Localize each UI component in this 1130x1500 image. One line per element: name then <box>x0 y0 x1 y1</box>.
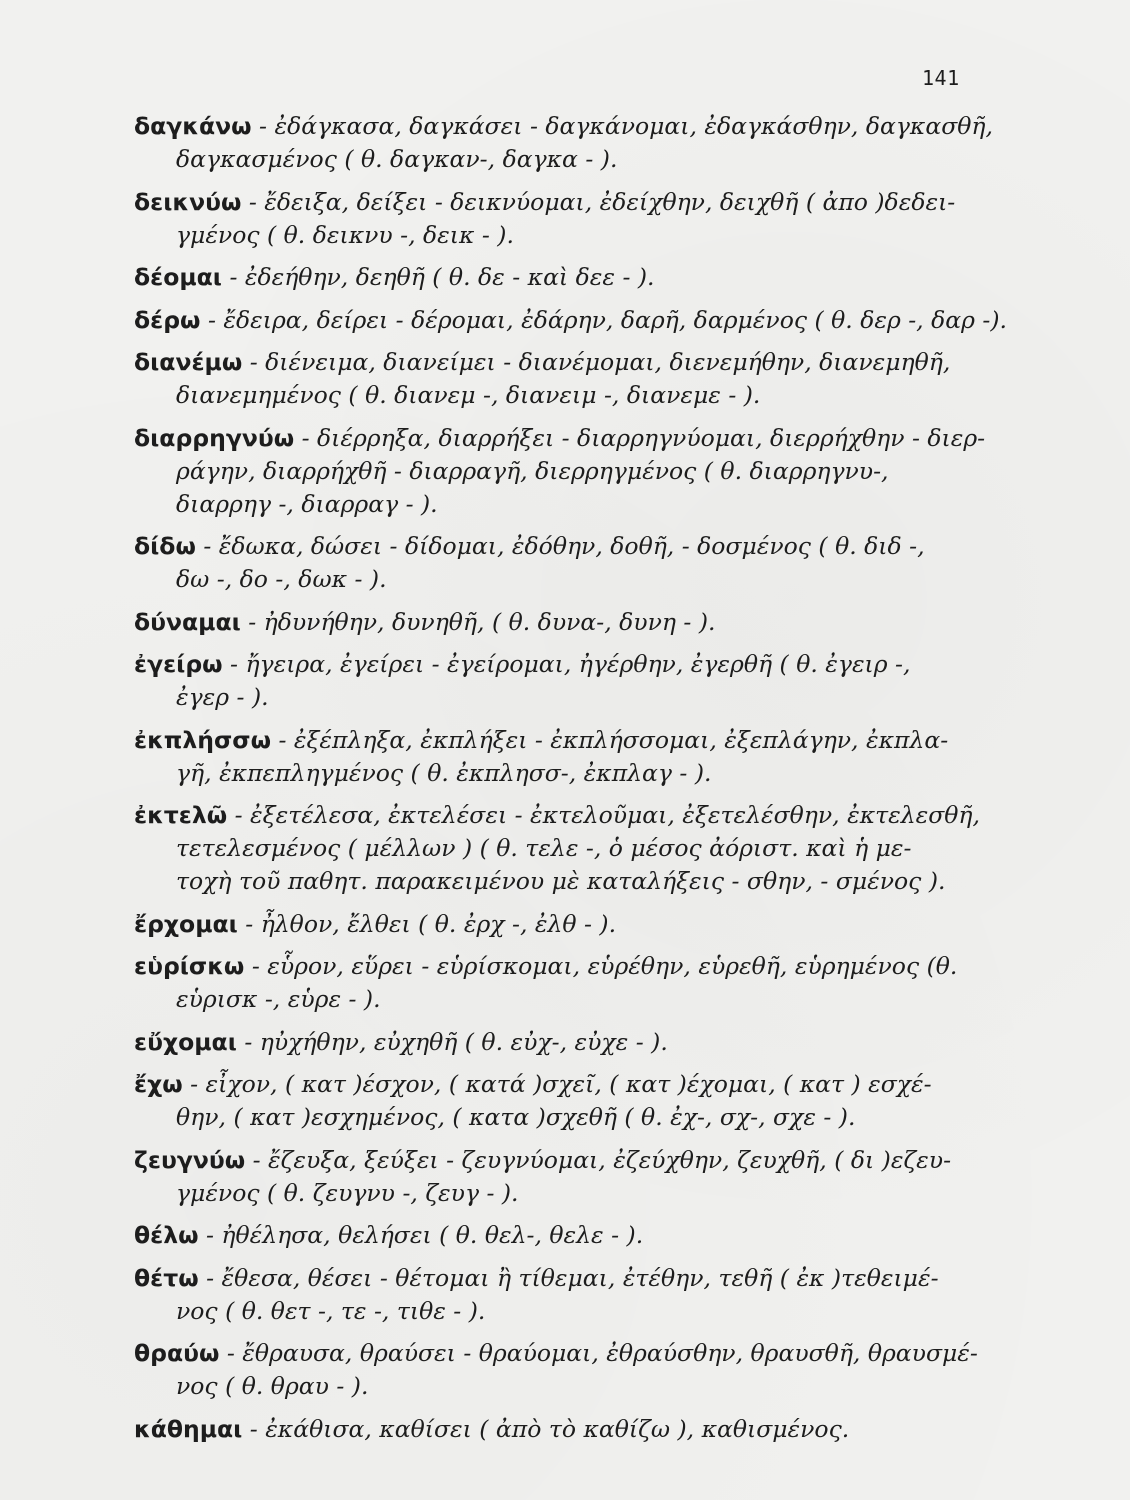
verb-forms-text: γμένος ( θ. δεικνυ -, δεικ - ). <box>176 220 514 249</box>
verb-headword: ἐκπλήσσω <box>134 725 271 754</box>
verb-forms-text: - ἠδυνήθην, δυνηθῆ, ( θ. δυνα-, δυνη - ). <box>240 607 716 636</box>
verb-entry <box>134 799 996 898</box>
verb-forms-text: - ἔζευξα, ξεύξει - ζευγνύομαι, ἐζεύχθην, ζευχθῆ, ( δι )εζευ- <box>245 1145 952 1174</box>
verb-entry <box>134 648 996 714</box>
verb-forms-text: δαγκασμένος ( θ. δαγκαν-, δαγκα - ). <box>176 145 618 173</box>
entry-first-line <box>134 110 996 143</box>
verb-forms-text: - ἔθεσα, θέσει - θέτομαι ἢ τίθεμαι, ἐτέθην, τεθῆ ( ἐκ )τεθειμέ- <box>198 1263 939 1292</box>
verb-headword: ἔχω <box>134 1070 183 1098</box>
verb-forms-text: - ἐξετέλεσα, ἐκτελέσει - ἐκτελοῦμαι, ἐξετελέσθην, ἐκτελεσθῆ, <box>227 801 980 829</box>
verb-forms-text: - ἠθέλησα, θελήσει ( θ. θελ-, θελε - ). <box>198 1221 644 1249</box>
verb-forms-text: τοχὴ τοῦ παθητ. παρακειμένου μὲ καταλήξεις - σθην, - σμένος ). <box>176 867 946 895</box>
verb-entry <box>134 110 996 176</box>
entry-first-line <box>134 1026 996 1059</box>
verb-entry <box>134 346 996 412</box>
entry-first-line <box>134 950 996 983</box>
verb-entry <box>134 1219 996 1252</box>
verb-entry <box>134 1413 996 1446</box>
verb-entry <box>134 186 996 252</box>
verb-headword: δαγκάνω <box>134 112 252 140</box>
verb-entry <box>134 304 1008 337</box>
verb-forms-text: - ἔθραυσα, θραύσει - θραύομαι, ἐθραύσθην, θραυσθῆ, θραυσμέ- <box>219 1339 978 1367</box>
verb-headword: ἔρχομαι <box>134 909 238 938</box>
entry-continuation-line <box>134 455 996 488</box>
verb-entry <box>134 1026 996 1059</box>
entry-continuation-line <box>134 1101 996 1134</box>
entry-continuation-line <box>134 143 996 176</box>
entry-continuation-line <box>134 757 996 790</box>
verb-forms-text: ράγην, διαρρήχθῆ - διαρραγῆ, διερρηγμένος ( θ. διαρρηγνυ-, <box>176 456 889 485</box>
verb-headword: εὔχομαι <box>134 1027 237 1056</box>
entry-first-line <box>134 799 996 832</box>
entry-first-line <box>134 1144 996 1177</box>
entry-continuation-line <box>134 1370 996 1403</box>
verb-forms-text: - ἐδάγκασα, δαγκάσει - δαγκάνομαι, ἐδαγκάσθην, δαγκασθῆ, <box>251 112 993 140</box>
verb-forms-text: - ἔδωκα, δώσει - δίδομαι, ἐδόθην, δοθῆ, - δοσμένος ( θ. διδ -, <box>195 532 925 560</box>
page-number: 141 <box>922 66 960 90</box>
verb-forms-text: γῆ, ἐκπεπληγμένος ( θ. ἐκπλησσ-, ἐκπλαγ - ). <box>176 758 712 787</box>
verb-headword: δέομαι <box>134 263 222 291</box>
verb-entry <box>134 530 996 596</box>
entry-continuation-line <box>134 488 996 521</box>
verb-forms-text: - ἦλθον, ἔλθει ( θ. ἐρχ -, ἐλθ - ). <box>237 909 617 938</box>
entry-first-line <box>134 1337 996 1370</box>
verb-headword: δεικνύω <box>134 187 242 216</box>
entry-continuation-line <box>134 983 996 1016</box>
verb-forms-text: διανεμημένος ( θ. διανεμ -, διανειμ -, διανεμε - ). <box>176 381 761 409</box>
verb-headword: δέρω <box>134 305 201 334</box>
verb-forms-text: θην, ( κατ )εσχημένος, ( κατα )σχεθῆ ( θ. ἐχ-, σχ-, σχε - ). <box>176 1103 856 1131</box>
verb-forms-text: τετελεσμένος ( μέλλων ) ( θ. τελε -, ὁ μέσος ἀόριστ. καὶ ἡ με- <box>176 834 912 862</box>
entry-first-line <box>134 908 996 941</box>
verb-entry <box>134 422 996 521</box>
verb-forms-text: - ἤγειρα, ἐγείρει - ἐγείρομαι, ἠγέρθην, ἐγερθῆ ( θ. ἐγειρ -, <box>222 650 911 678</box>
verb-entry <box>134 261 996 294</box>
entry-first-line <box>134 261 996 294</box>
entry-continuation-line <box>134 865 996 898</box>
verb-entry <box>134 950 996 1016</box>
verb-entry <box>134 908 996 941</box>
verb-forms-text: γμένος ( θ. ζευγνυ -, ζευγ - ). <box>176 1178 519 1207</box>
verb-forms-text: - διέρρηξα, διαρρήξει - διαρρηγνύομαι, διερρήχθην - διερ- <box>294 423 986 452</box>
verb-entry <box>134 1262 996 1328</box>
verb-forms-text: νος ( θ. θετ -, τε -, τιθε - ). <box>176 1296 486 1325</box>
entry-continuation-line <box>134 832 996 865</box>
verb-forms-text: - ηὐχήθην, εὐχηθῆ ( θ. εὐχ-, εὐχε - ). <box>236 1027 668 1056</box>
verb-headword: διανέμω <box>134 348 243 376</box>
verb-headword: ζευγνύω <box>134 1145 246 1174</box>
verb-forms-text: - διένειμα, διανείμει - διανέμομαι, διενεμήθην, διανεμηθῆ, <box>242 348 951 376</box>
entry-continuation-line <box>134 1177 996 1210</box>
entry-first-line <box>134 1413 996 1446</box>
verb-headword: διαρρηγνύω <box>134 423 295 452</box>
entry-first-line <box>134 1068 996 1101</box>
verb-forms-text: - ἐκάθισα, καθίσει ( ἀπὸ τὸ καθίζω ), καθισμένος. <box>242 1414 850 1443</box>
verb-forms-text: διαρρηγ -, διαρραγ - ). <box>176 489 438 518</box>
entry-continuation-line <box>134 219 996 252</box>
entry-first-line <box>134 530 996 563</box>
verb-entry <box>134 1144 996 1210</box>
verb-headword: κάθημαι <box>134 1414 243 1443</box>
verb-entry <box>134 724 996 790</box>
verb-headword: δίδω <box>134 532 196 560</box>
verb-entry-list <box>134 110 1008 1455</box>
verb-forms-text: ἐγερ - ). <box>176 683 269 711</box>
entry-first-line <box>134 648 996 681</box>
verb-headword: εὑρίσκω <box>134 952 245 980</box>
entry-first-line <box>134 422 996 455</box>
entry-first-line <box>134 304 1008 337</box>
verb-forms-text: νος ( θ. θραυ - ). <box>176 1372 369 1400</box>
verb-forms-text: - εὗρον, εὕρει - εὑρίσκομαι, εὑρέθην, εὑρεθῆ, εὑρημένος (θ. <box>244 952 958 980</box>
entry-continuation-line <box>134 681 996 714</box>
verb-headword: θέλω <box>134 1221 199 1249</box>
entry-continuation-line <box>134 379 996 412</box>
verb-forms-text: - εἶχον, ( κατ )έσχον, ( κατά )σχεῖ, ( κατ )έχομαι, ( κατ ) εσχέ- <box>182 1070 932 1098</box>
verb-headword: θραύω <box>134 1339 220 1367</box>
verb-entry <box>134 1068 996 1134</box>
entry-first-line <box>134 1219 996 1252</box>
verb-forms-text: - ἐδεήθην, δεηθῆ ( θ. δε - καὶ δεε - ). <box>221 263 655 291</box>
verb-headword: δύναμαι <box>134 607 241 636</box>
verb-forms-text: - ἐξέπληξα, ἐκπλήξει - ἐκπλήσσομαι, ἐξεπλάγην, ἐκπλα- <box>271 725 949 754</box>
verb-forms-text: εὑρισκ -, εὑρε - ). <box>176 985 381 1013</box>
verb-forms-text: - ἔδειρα, δείρει - δέρομαι, ἐδάρην, δαρῆ, δαρμένος ( θ. δερ -, δαρ -). <box>200 305 1008 334</box>
verb-forms-text: δω -, δο -, δωκ - ). <box>176 565 387 593</box>
entry-continuation-line <box>134 563 996 596</box>
entry-first-line <box>134 606 996 639</box>
verb-entry <box>134 606 996 639</box>
verb-forms-text: - ἔδειξα, δείξει - δεικνύομαι, ἐδείχθην, δειχθῆ ( ἀπο )δεδει- <box>241 187 956 216</box>
verb-headword: θέτω <box>134 1263 199 1292</box>
verb-entry <box>134 1337 996 1403</box>
entry-first-line <box>134 724 996 757</box>
verb-headword: ἐγείρω <box>134 650 223 678</box>
entry-first-line <box>134 186 996 219</box>
entry-first-line <box>134 346 996 379</box>
entry-first-line <box>134 1262 996 1295</box>
entry-continuation-line <box>134 1295 996 1328</box>
verb-headword: ἐκτελῶ <box>134 801 228 829</box>
